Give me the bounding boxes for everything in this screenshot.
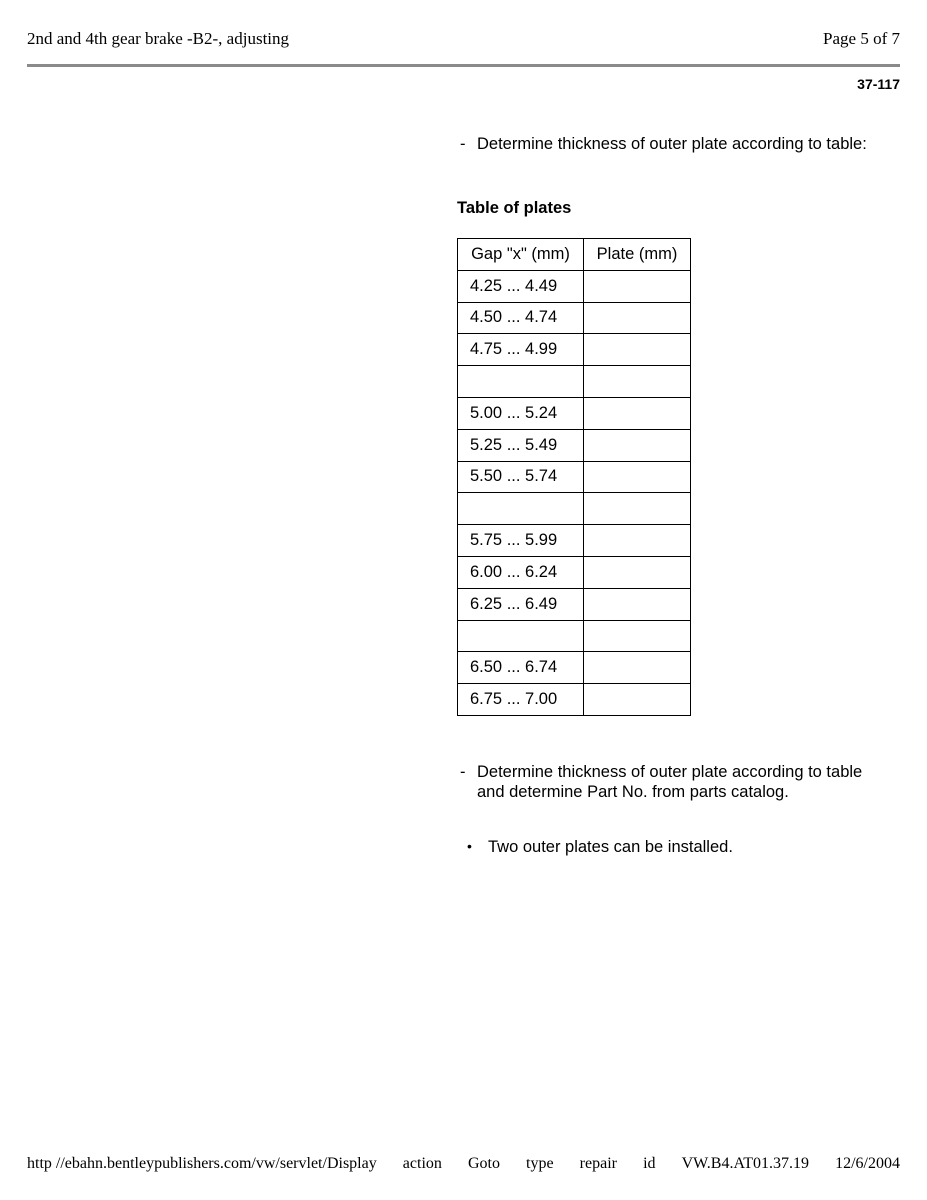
table-row <box>458 429 691 461</box>
step-text: Determine thickness of outer plate according to table and determine Part No. from parts catalog. <box>477 763 863 801</box>
plate-cell <box>584 366 691 398</box>
section-number: 37-117 <box>857 76 900 92</box>
plate-cell <box>584 461 691 493</box>
table-row <box>458 556 691 588</box>
plate-cell <box>584 652 691 684</box>
bullet-icon: • <box>467 838 472 854</box>
table-row <box>458 620 691 652</box>
table-row <box>458 493 691 525</box>
instruction-step <box>460 762 880 802</box>
document-title: 2nd and 4th gear brake -B2-, adjusting <box>27 29 290 48</box>
plate-cell <box>584 270 691 302</box>
footer-url-part: id <box>643 1155 656 1172</box>
plate-cell <box>584 334 691 366</box>
footer-url-part: action <box>402 1155 442 1172</box>
gap-cell: 6.50 ... 6.74 <box>458 652 584 684</box>
footer-url-part: VW.B4.AT01.37.19 <box>681 1155 810 1172</box>
table-row <box>458 652 691 684</box>
gap-cell <box>458 493 584 525</box>
step-marker: - <box>460 763 466 781</box>
gap-cell: 4.50 ... 4.74 <box>458 302 584 334</box>
footer-url-part: http //ebahn.bentleypublishers.com/vw/servlet/Display <box>27 1155 377 1172</box>
gap-cell: 4.25 ... 4.49 <box>458 270 584 302</box>
header-divider <box>27 64 900 67</box>
step-text: Determine thickness of outer plate according to table: <box>477 135 867 153</box>
plate-cell <box>584 684 691 716</box>
plates-table <box>457 238 691 716</box>
table-row <box>458 525 691 557</box>
table-row <box>458 366 691 398</box>
header-gap: Gap "x" (mm) <box>458 239 584 271</box>
gap-cell: 5.00 ... 5.24 <box>458 397 584 429</box>
header-plate: Plate (mm) <box>584 239 691 271</box>
gap-cell: 5.75 ... 5.99 <box>458 525 584 557</box>
gap-cell: 4.75 ... 4.99 <box>458 334 584 366</box>
note-text: Two outer plates can be installed. <box>488 838 733 856</box>
footer-url-part: repair <box>579 1155 617 1172</box>
plate-cell <box>584 397 691 429</box>
table-row <box>458 270 691 302</box>
plate-cell <box>584 556 691 588</box>
footer-url-part: Goto <box>467 1155 500 1172</box>
gap-cell <box>458 366 584 398</box>
table-header-row <box>458 239 691 271</box>
table-row <box>458 302 691 334</box>
plate-cell <box>584 302 691 334</box>
footer-date: 12/6/2004 <box>835 1155 900 1172</box>
note <box>467 837 733 857</box>
step-marker: - <box>460 135 466 153</box>
table-title: Table of plates <box>457 199 572 217</box>
footer-url-part: type <box>526 1155 554 1172</box>
gap-cell: 6.00 ... 6.24 <box>458 556 584 588</box>
gap-cell: 6.75 ... 7.00 <box>458 684 584 716</box>
footer-url <box>27 1154 900 1174</box>
plate-cell <box>584 588 691 620</box>
table-row <box>458 588 691 620</box>
gap-cell: 6.25 ... 6.49 <box>458 588 584 620</box>
plate-cell <box>584 493 691 525</box>
table-row <box>458 334 691 366</box>
table-row <box>458 461 691 493</box>
table-row <box>458 397 691 429</box>
gap-cell: 5.50 ... 5.74 <box>458 461 584 493</box>
gap-cell: 5.25 ... 5.49 <box>458 429 584 461</box>
gap-cell <box>458 620 584 652</box>
plate-cell <box>584 525 691 557</box>
page-indicator: Page 5 of 7 <box>823 29 900 48</box>
instruction-step <box>460 134 870 154</box>
plate-cell <box>584 620 691 652</box>
table-row <box>458 684 691 716</box>
plate-cell <box>584 429 691 461</box>
